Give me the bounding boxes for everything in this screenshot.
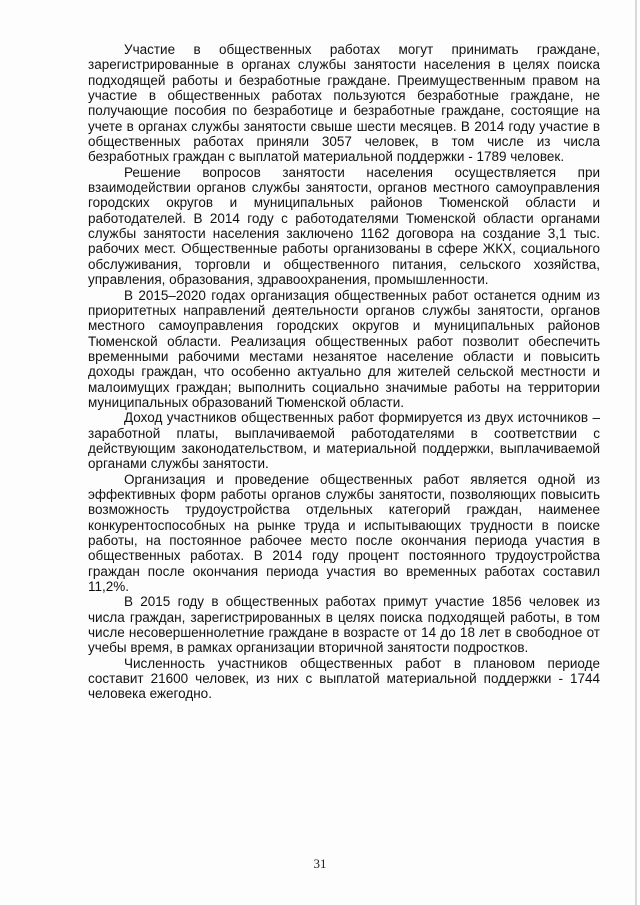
paragraph-1: Участие в общественных работах могут принимать граждане, зарегистрированные в органах службы занятости населения в целях поиска подходящей работы и безработные граждане. Преимущественным правом на участие в общественных работах пользуются безработные граждане, не получающие пособия по безработице и безработные граждане, состоящие на учете в органах службы занятости свыше шести месяцев. В 2014 году участие в общественных работах приняли 3057 человек, в том числе из числа безработных граждан с выплатой материальной поддержки - 1789 человек.: [88, 42, 600, 165]
paragraph-6: В 2015 году в общественных работах примут участие 1856 человек из числа граждан, зарегистрированных в целях поиска подходящей работы, в том числе несовершеннолетние граждане в возрасте от 14 до 18 лет в свободное от учебы время, в рамках организации вторичной занятости подростков.: [88, 594, 600, 656]
paragraph-4: Доход участников общественных работ формируется из двух источников – заработной платы, выплачиваемой работодателями в соответствии с действующим законодательством, и материальной поддержки, выплачиваемой органами службы занятости.: [88, 410, 600, 472]
body-text: [88, 42, 600, 702]
paragraph-5: Организация и проведение общественных работ является одной из эффективных форм работы органов службы занятости, позволяющих повысить возможность трудоустройства отдельных категорий граждан, наименее конкурентоспособных на рынке труда и испытывающих трудности в поиске работы, на постоянное рабочее место после окончания периода участия в общественных работах. В 2014 году процент постоянного трудоустройства граждан после окончания периода участия во временных работах составил 11,2%.: [88, 471, 600, 595]
paragraph-3: В 2015–2020 годах организация общественных работ останется одним из приоритетных направлений деятельности органов службы занятости, органов местного самоуправления городских округов и муниципальных районов Тюменской области. Реализация общественных работ позволит обеспечить временными рабочими местами незанятое население области и повысить доходы граждан, что особенно актуально для жителей сельской местности и малоимущих граждан; выполнить социально значимые работы на территории муниципальных образований Тюменской области.: [88, 287, 600, 410]
paragraph-7: Численность участников общественных работ в плановом периоде составит 21600 человек, из них с выплатой материальной поддержки - 1744 человека ежегодно.: [88, 655, 600, 702]
paragraph-2: Решение вопросов занятости населения осуществляется при взаимодействии органов службы занятости, органов местного самоуправления городских округов и муниципальных районов Тюменской области и работодателей. В 2014 году с работодателями Тюменской области органами службы занятости населения заключено 1162 договора на создание 3,1 тыс. рабочих мест. Общественные работы организованы в сфере ЖКХ, социального обслуживания, торговли и общественного питания, сельского хозяйства, управления, образования, здравоохранения, промышленности.: [88, 164, 600, 288]
scan-edge-line: [635, 0, 637, 905]
page-number: 31: [313, 856, 327, 871]
